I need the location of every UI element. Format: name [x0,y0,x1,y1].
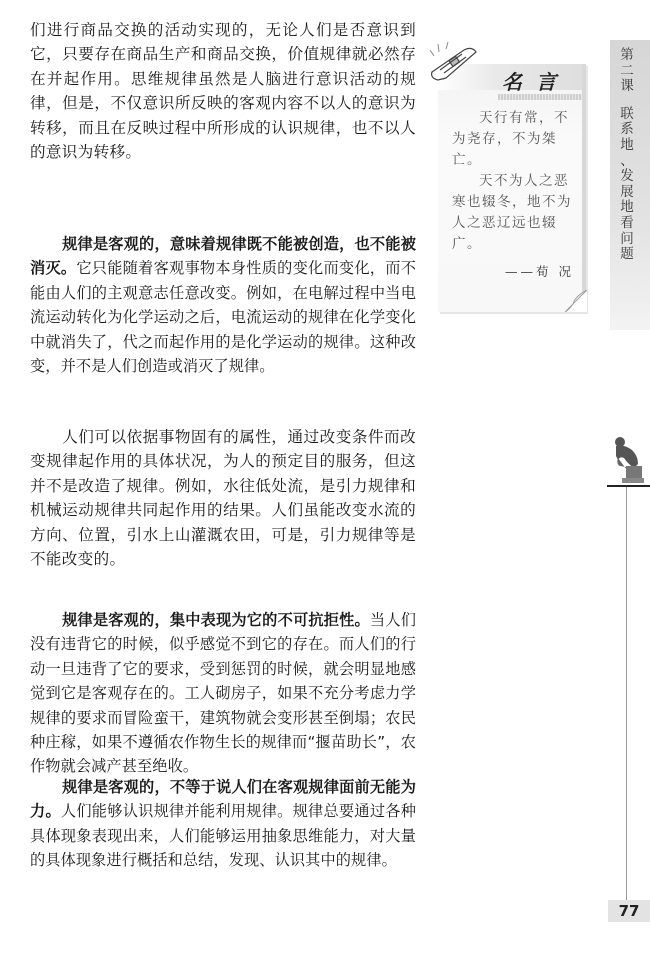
tab-char: 地 [620,199,634,216]
thinker-statue-icon [606,434,646,484]
tab-char: 发 [620,168,634,185]
quote-title: 名言 [502,70,570,94]
tab-char: 二 [620,62,634,79]
paragraph-body: 它只能随着客观事物本身性质的变化而变化，而不能由人们的主观意志任意改变。例如，在电解过程中当电流运动转化为化学运动之后，电流运动的规律在化学变化中就消失了，代之而起作用的是化学运动的规律。这种改变，并不是人们创造或消灭了规律。 [30,259,416,376]
decorative-stripe [498,94,582,100]
margin-rule-vertical [626,487,627,900]
tab-char: 联 [620,105,634,122]
tab-char: 看 [620,214,634,231]
quote-text [452,108,580,255]
tab-char: 第 [620,47,634,63]
tab-char: 问 [620,230,634,247]
newspaper-scroll-icon [426,42,484,86]
paragraph-irresistibility [30,608,416,779]
key-point-bold: 规律是客观的，集中表现为它的不可抗拒性。 [62,611,370,629]
paragraph-conditions [30,425,416,571]
tab-char: 、 [620,152,634,169]
margin-rule-horizontal [607,485,650,487]
tab-char: 地 [620,136,634,153]
quote-author: ——荀 况 [505,264,574,279]
key-point-bold: 规律是客观的，不等于说人们在客观规律面前无能为力。 [30,778,416,821]
tab-gap [618,95,636,107]
paragraph-body: 人们可以依据事物固有的属性，通过改变条件而改变规律起作用的具体状况，为人的预定目的服务，但这并不是改造了规律。例如，水往低处流，是引力规律和机械运动规律共同起作用的结果。人们虽能改变水流的方向、位置，引水上山灌溉农田，可是，引力规律等是不能改变的。 [30,428,416,569]
tab-char: 展 [620,183,634,200]
page-number: 77 [618,902,640,920]
quote-line-2: 天不为人之恶寒也辍冬，地不为人之恶辽远也辍广。 [452,173,572,252]
paragraph-body: 当人们没有违背它的时候，似乎感觉不到它的存在。而人们的行动一旦违背了它的要求，受到惩罚的时候，就会明显地感觉到它是客观存在的。工人砌房子，如果不充分考虑力学规律的要求而冒险蛮干，建筑物就会变形甚至倒塌；农民种庄稼，如果不遵循农作物生长的规律而“揠苗助长”，农作物就会减产甚至绝收。 [30,611,416,776]
chapter-title-vertical [618,48,636,263]
paragraph-body: 人们能够认识规律并能利用规律。规律总要通过各种具体现象表现出来，人们能够运用抽象思维能力，对大量的具体现象进行概括和总结，发现、认识其中的规律。 [30,802,416,870]
paragraph-objective-laws [30,232,416,378]
page-curl-icon [565,290,587,312]
paragraph-continuation: 们进行商品交换的活动实现的，无论人们是否意识到它，只要存在商品生产和商品交换，价值规律就必然存在并起作用。思维规律虽然是人脑进行意识活动的规律，但是，不仅意识所反映的客观内容不以人的意识为转移，而且在反映过程中所形成的认识规律，也不以人的意识为转移。 [30,21,416,162]
tab-char: 题 [620,246,634,263]
quote-line-1: 天行有常，不为尧存，不为桀亡。 [452,110,569,168]
tab-char: 课 [620,78,634,95]
paragraph-use-laws [30,775,416,873]
tab-char: 系 [620,121,634,138]
key-point-bold: 规律是客观的，意味着规律既不能被创造，也不能被消灭。 [30,235,416,278]
